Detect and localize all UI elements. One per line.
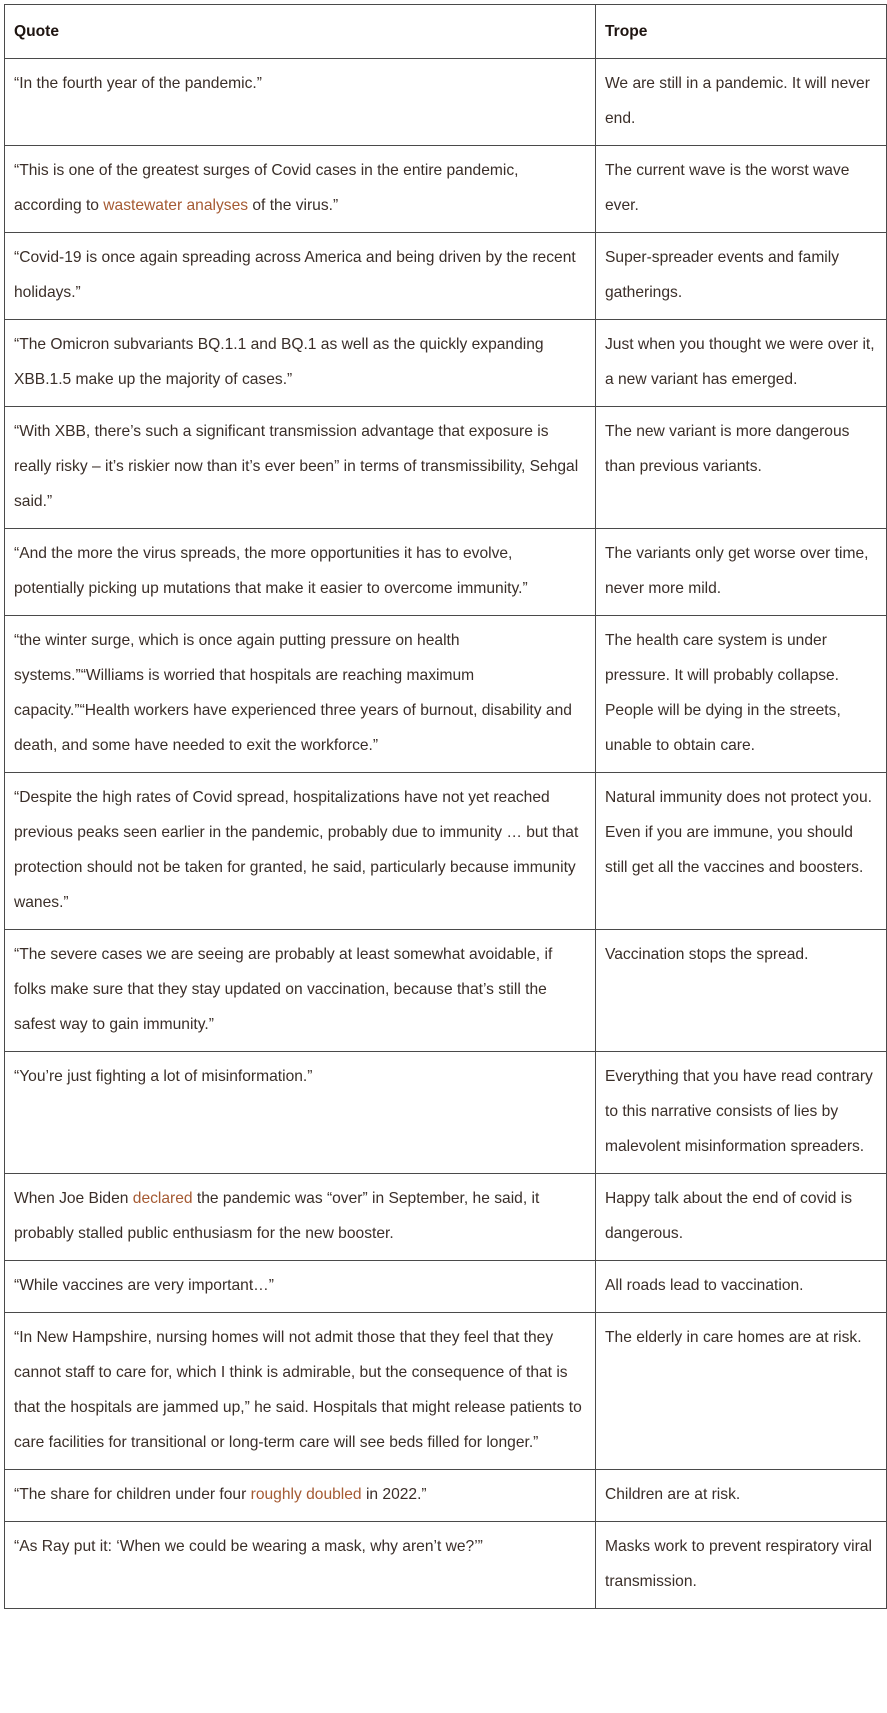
trope-cell: The new variant is more dangerous than previous variants. [596,407,887,529]
quote-text: of the virus.” [248,197,339,214]
table-row [5,1052,887,1174]
column-header-trope: Trope [596,5,887,59]
quote-text: When Joe Biden [14,1190,133,1207]
trope-cell: The elderly in care homes are at risk. [596,1313,887,1470]
quote-text: “the winter surge, which is once again putting pressure on health systems.”“Williams is worried that hospitals are reaching maximum capacity.”“Health workers have experienced three years of burnout, disability and death, and some have needed to exit the workforce.” [14,632,572,754]
trope-cell: We are still in a pandemic. It will never end. [596,59,887,146]
table-row [5,1174,887,1261]
table-row [5,930,887,1052]
table-row [5,1470,887,1522]
quote-source-link[interactable]: wastewater analyses [103,197,249,214]
table-row [5,1313,887,1470]
trope-cell: Super-spreader events and family gatherings. [596,233,887,320]
quote-text: “The severe cases we are seeing are probably at least somewhat avoidable, if folks make sure that they stay updated on vaccination, because that’s still the safest way to gain immunity.” [14,946,553,1033]
trope-cell: All roads lead to vaccination. [596,1261,887,1313]
quote-cell [5,320,596,407]
quote-cell [5,1522,596,1609]
trope-cell: Masks work to prevent respiratory viral transmission. [596,1522,887,1609]
quote-cell [5,1174,596,1261]
quote-cell [5,1261,596,1313]
quote-text: “Covid-19 is once again spreading across America and being driven by the recent holidays.” [14,249,576,301]
quote-text: “This is one of the greatest surges of Covid cases in the entire pandemic, according to [14,162,519,214]
quote-cell [5,616,596,773]
table-row [5,616,887,773]
quote-cell [5,407,596,529]
quote-cell [5,773,596,930]
quote-trope-table [4,4,887,1609]
quote-source-link[interactable]: declared [132,1190,193,1207]
quote-text: “As Ray put it: ‘When we could be wearing a mask, why aren’t we?’” [14,1538,483,1555]
quote-text: “The share for children under four [14,1486,251,1503]
quote-text: “In the fourth year of the pandemic.” [14,75,262,92]
trope-cell: The current wave is the worst wave ever. [596,146,887,233]
table-row [5,407,887,529]
table-row [5,1522,887,1609]
quote-cell [5,233,596,320]
trope-cell: The variants only get worse over time, never more mild. [596,529,887,616]
table-row [5,146,887,233]
quote-text: “You’re just fighting a lot of misinformation.” [14,1068,313,1085]
quote-cell [5,529,596,616]
table-row [5,233,887,320]
quote-text: “And the more the virus spreads, the more opportunities it has to evolve, potentially picking up mutations that make it easier to overcome immunity.” [14,545,528,597]
quote-text: in 2022.” [361,1486,427,1503]
quote-text: the pandemic was “over” in September, he said, it probably stalled public enthusiasm for the new booster. [14,1190,540,1242]
trope-cell: Natural immunity does not protect you. Even if you are immune, you should still get all the vaccines and boosters. [596,773,887,930]
table-header-row [5,5,887,59]
quote-cell [5,146,596,233]
quote-text: “The Omicron subvariants BQ.1.1 and BQ.1 as well as the quickly expanding XBB.1.5 make up the majority of cases.” [14,336,544,388]
table-row [5,773,887,930]
table-body [5,59,887,1609]
quote-text: “In New Hampshire, nursing homes will not admit those that they feel that they cannot staff to care for, which I think is admirable, but the consequence of that is that the hospitals are jammed up,” he said. Hospitals that might release patients to care facilities for transitional or long-term care will see beds filled for longer.” [14,1329,582,1451]
quote-text: “Despite the high rates of Covid spread, hospitalizations have not yet reached previous peaks seen earlier in the pandemic, probably due to immunity … but that protection should not be taken for granted, he said, particularly because immunity wanes.” [14,789,579,911]
trope-cell: Happy talk about the end of covid is dangerous. [596,1174,887,1261]
quote-source-link[interactable]: roughly doubled [250,1486,362,1503]
quote-text: “With XBB, there’s such a significant transmission advantage that exposure is really risky – it’s riskier now than it’s ever been” in terms of transmissibility, Sehgal said.” [14,423,579,510]
quote-cell [5,1052,596,1174]
table-row [5,320,887,407]
table-row [5,529,887,616]
quote-cell [5,930,596,1052]
quote-cell [5,1313,596,1470]
trope-cell: Vaccination stops the spread. [596,930,887,1052]
column-header-quote: Quote [5,5,596,59]
table-row [5,59,887,146]
table-row [5,1261,887,1313]
trope-cell: Children are at risk. [596,1470,887,1522]
quote-text: “While vaccines are very important…” [14,1277,274,1294]
trope-cell: The health care system is under pressure. It will probably collapse. People will be dying in the streets, unable to obtain care. [596,616,887,773]
quote-cell [5,1470,596,1522]
trope-cell: Everything that you have read contrary to this narrative consists of lies by malevolent misinformation spreaders. [596,1052,887,1174]
quote-cell [5,59,596,146]
trope-cell: Just when you thought we were over it, a new variant has emerged. [596,320,887,407]
